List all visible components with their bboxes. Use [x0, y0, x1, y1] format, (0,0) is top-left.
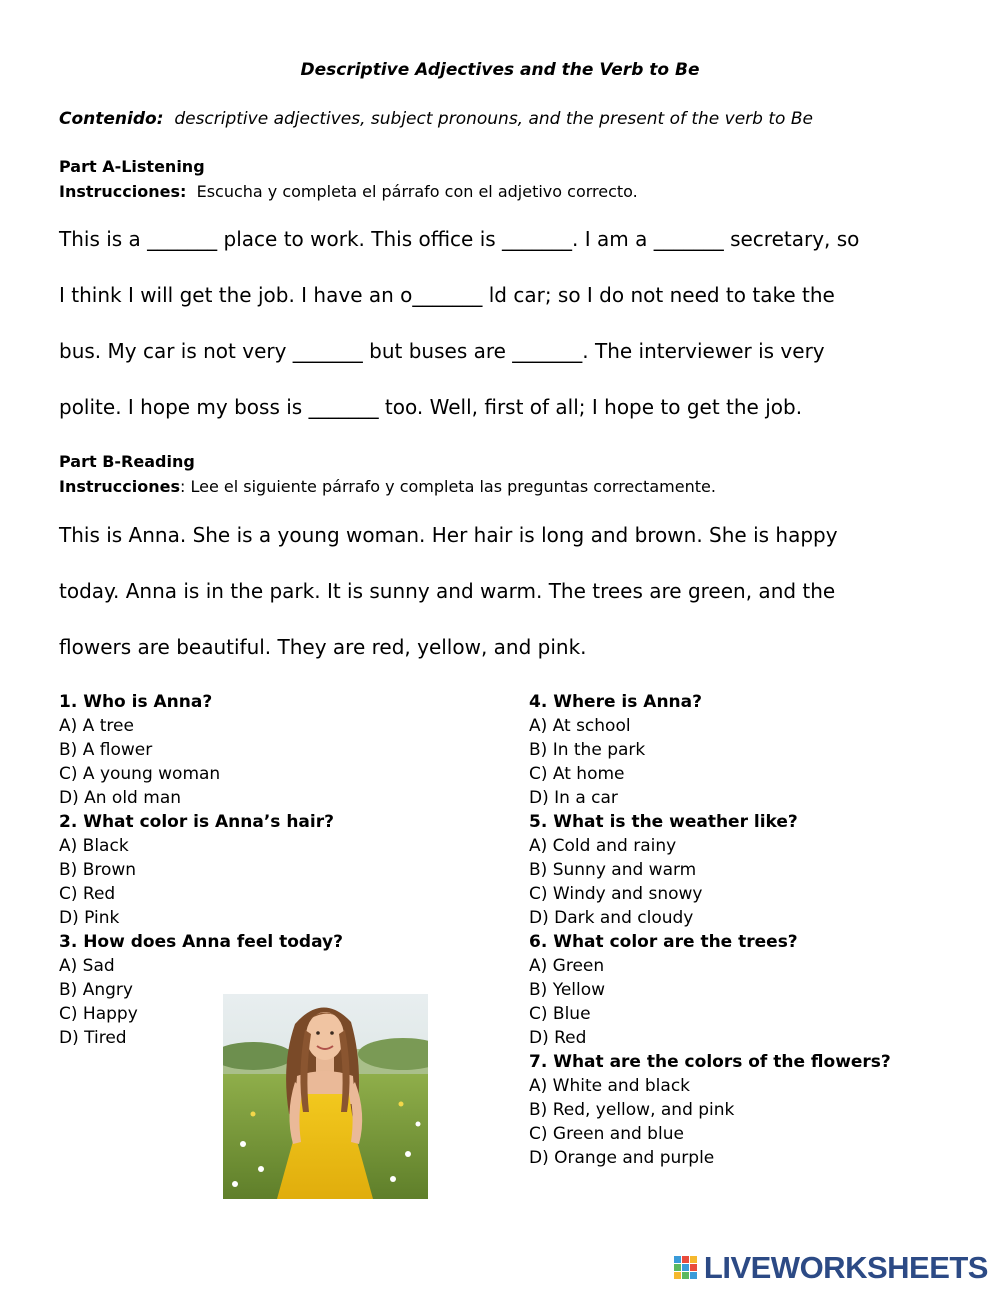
question-6-option-d[interactable]: D) Red [529, 1028, 587, 1048]
question-1-option-b[interactable]: B) A flower [59, 740, 153, 760]
part-b-instr-label: Instrucciones [59, 477, 181, 496]
question-5-option-b[interactable]: B) Sunny and warm [529, 860, 697, 880]
question-4 [529, 690, 891, 1170]
contenido-text: descriptive adjectives, subject pronouns, and the present of the verb to Be [174, 109, 813, 129]
question-3-text: 3. How does Anna feel today? [59, 932, 343, 952]
question-5-option-a[interactable]: A) Cold and rainy [529, 836, 677, 856]
question-7-option-d[interactable]: D) Orange and purple [529, 1148, 715, 1168]
question-2-option-d[interactable]: D) Pink [59, 908, 120, 928]
question-4-option-a[interactable]: A) At school [529, 716, 631, 736]
liveworksheets-logo[interactable] [674, 1252, 988, 1284]
question-4-option-c[interactable]: C) At home [529, 764, 625, 784]
question-2-option-b[interactable]: B) Brown [59, 860, 137, 880]
liveworksheets-logo-text: LIVEWORKSHEETS [703, 1250, 988, 1285]
part-b-heading: Part B-Reading [59, 452, 195, 471]
part-a-line-2: I think I will get the job. I have an o_______ ld car; so I do not need to take the [59, 283, 835, 307]
liveworksheets-logo-icon [674, 1256, 698, 1280]
question-6-option-c[interactable]: C) Blue [529, 1004, 591, 1024]
part-b-line-2: today. Anna is in the park. It is sunny and warm. The trees are green, and the [59, 579, 836, 603]
anna-photo [223, 994, 428, 1199]
question-5-option-d[interactable]: D) Dark and cloudy [529, 908, 694, 928]
part-a-instructions [59, 182, 638, 201]
part-a-instr-text: Escucha y completa el párrafo con el adjetivo correcto. [196, 182, 638, 201]
question-7-option-a[interactable]: A) White and black [529, 1076, 691, 1096]
part-b-line-1: This is Anna. She is a young woman. Her hair is long and brown. She is happy [59, 523, 838, 547]
part-a-instr-label: Instrucciones: [59, 182, 187, 201]
question-4-option-b[interactable]: B) In the park [529, 740, 646, 760]
question-1-option-a[interactable]: A) A tree [59, 716, 134, 736]
part-b-line-3: flowers are beautiful. They are red, yellow, and pink. [59, 635, 587, 659]
question-6-text: 6. What color are the trees? [529, 932, 798, 952]
part-a-line-3: bus. My car is not very _______ but buses are _______. The interviewer is very [59, 339, 825, 363]
question-3-option-a[interactable]: A) Sad [59, 956, 115, 976]
question-6-option-a[interactable]: A) Green [529, 956, 605, 976]
question-6-option-b[interactable]: B) Yellow [529, 980, 606, 1000]
question-1-text: 1. Who is Anna? [59, 692, 213, 712]
question-7-option-c[interactable]: C) Green and blue [529, 1124, 684, 1144]
part-a-heading: Part A-Listening [59, 157, 205, 176]
part-b-instructions [59, 477, 716, 496]
question-2-option-c[interactable]: C) Red [59, 884, 116, 904]
question-2-option-a[interactable]: A) Black [59, 836, 129, 856]
question-1-option-c[interactable]: C) A young woman [59, 764, 221, 784]
question-3-option-d[interactable]: D) Tired [59, 1028, 127, 1048]
part-a-line-1: This is a _______ place to work. This office is _______. I am a _______ secretary, so [59, 227, 860, 251]
question-1-option-d[interactable]: D) An old man [59, 788, 182, 808]
question-2-text: 2. What color is Anna’s hair? [59, 812, 334, 832]
question-3-option-c[interactable]: C) Happy [59, 1004, 138, 1024]
part-b-instr-text: : Lee el siguiente párrafo y completa las preguntas correctamente. [180, 477, 716, 496]
question-7-text: 7. What are the colors of the flowers? [529, 1052, 891, 1072]
question-4-text: 4. Where is Anna? [529, 692, 702, 712]
question-4-option-d[interactable]: D) In a car [529, 788, 618, 808]
question-3-option-b[interactable]: B) Angry [59, 980, 133, 1000]
page-title: Descriptive Adjectives and the Verb to Be [300, 60, 700, 80]
contenido-line [59, 109, 813, 129]
contenido-label: Contenido: [59, 109, 164, 129]
question-5-option-c[interactable]: C) Windy and snowy [529, 884, 703, 904]
question-5-text: 5. What is the weather like? [529, 812, 798, 832]
part-a-line-4: polite. I hope my boss is _______ too. Well, first of all; I hope to get the job. [59, 395, 803, 419]
question-7-option-b[interactable]: B) Red, yellow, and pink [529, 1100, 735, 1120]
